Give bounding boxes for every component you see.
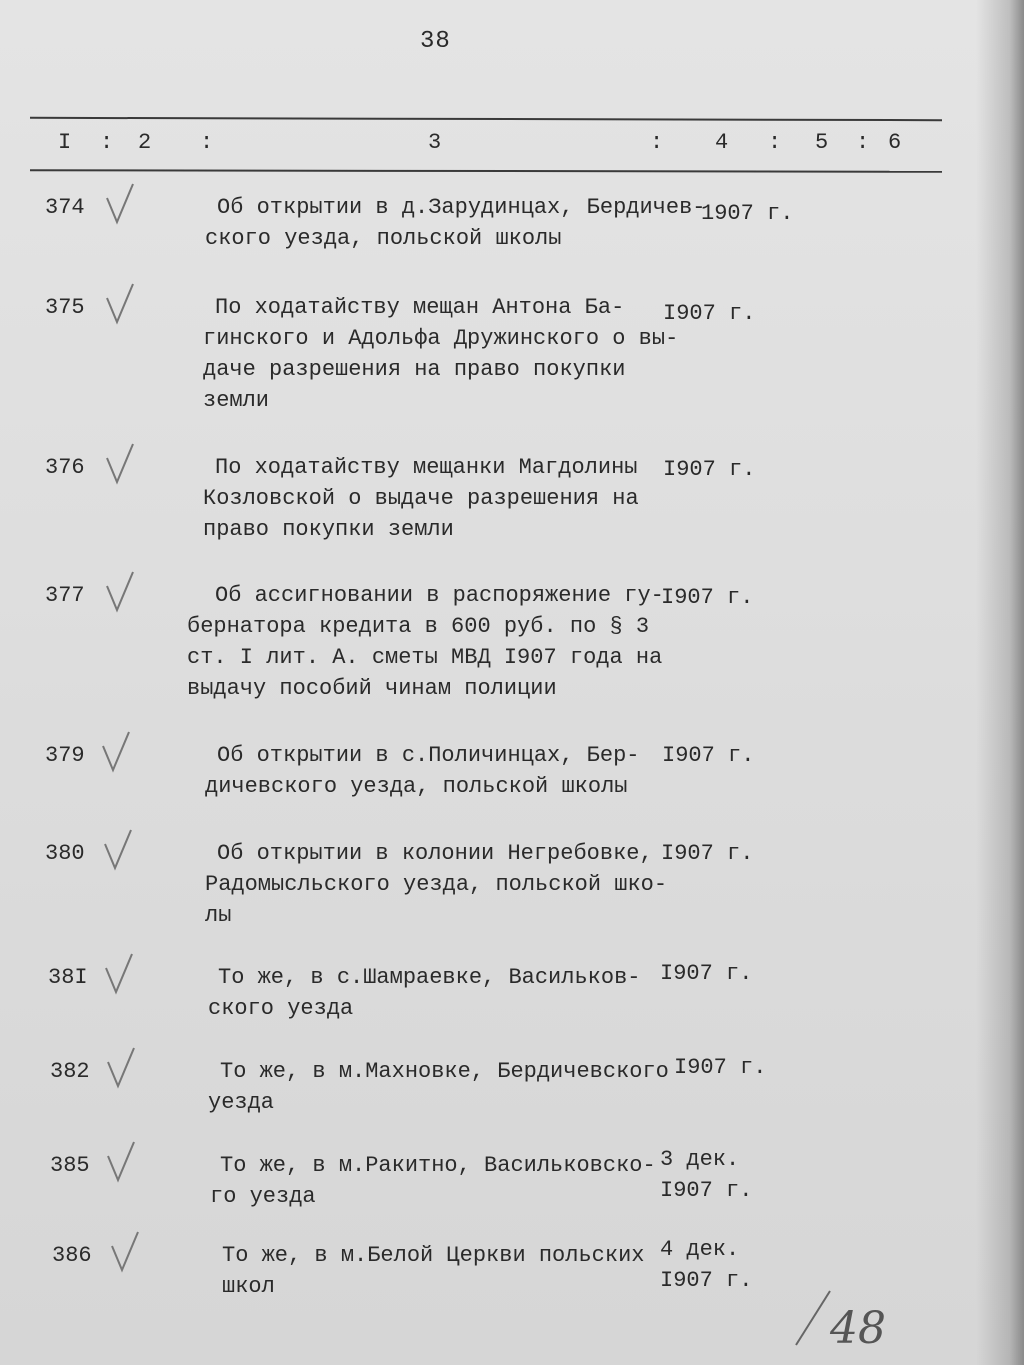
column-header-2: 2 xyxy=(138,130,152,155)
entry-title-line: уезда xyxy=(208,1090,275,1115)
entry-number: 379 xyxy=(45,743,85,768)
entry-title-line: По ходатайству мещанки Магдолины xyxy=(215,455,638,480)
entry-date: I907 г. xyxy=(662,743,755,768)
entry-date: I907 г. xyxy=(661,585,754,610)
checkmark-icon xyxy=(104,1138,138,1184)
entry-title-line: Об открытии в с.Поличинцах, Бер- xyxy=(217,743,640,768)
header-rule-top xyxy=(30,117,942,121)
entry-date: I907 г. xyxy=(661,841,754,866)
checkmark-icon xyxy=(101,826,135,872)
entry-title-line: земли xyxy=(203,388,270,413)
entry-number: 377 xyxy=(45,583,85,608)
entry-number: 376 xyxy=(45,455,85,480)
entry-number: 38I xyxy=(48,965,88,990)
entry-date: I907 г. xyxy=(660,1178,753,1203)
entry-date: I907 г. xyxy=(663,457,756,482)
entry-title-line: Об открытии в д.Зарудинцах, Бердичев- xyxy=(217,195,706,220)
checkmark-icon xyxy=(103,180,137,226)
checkmark-icon xyxy=(102,950,136,996)
checkmark-icon xyxy=(103,280,137,326)
column-separator: : xyxy=(100,130,114,155)
column-header-5: 5 xyxy=(815,130,829,155)
page-edge-shadow xyxy=(976,0,1024,1365)
handwritten-sheet-mark xyxy=(790,1285,900,1355)
column-header-6: 6 xyxy=(888,130,902,155)
entry-number: 375 xyxy=(45,295,85,320)
entry-date: I907 г. xyxy=(660,1268,753,1293)
entry-title-line: Радомысльского уезда, польской шко- xyxy=(205,872,668,897)
entry-title-line: выдачу пособий чинам полиции xyxy=(187,676,557,701)
checkmark-icon xyxy=(103,440,137,486)
column-header-1: I xyxy=(58,130,72,155)
column-separator: : xyxy=(768,130,782,155)
entry-date: 4 дек. xyxy=(660,1237,740,1262)
entry-title-line: ст. I лит. А. сметы МВД I907 года на xyxy=(187,645,663,670)
entry-title-line: го уезда xyxy=(210,1184,316,1209)
entry-title-line: То же, в м.Махновке, Бердичевского xyxy=(220,1059,669,1084)
entry-date: I907 г. xyxy=(663,301,756,326)
entry-date: I907 г. xyxy=(660,961,753,986)
entry-date: 3 дек. xyxy=(660,1147,740,1172)
column-header-3: 3 xyxy=(428,130,442,155)
entry-title-line: Об ассигновании в распоряжение гу- xyxy=(215,583,664,608)
checkmark-icon xyxy=(103,568,137,614)
header-rule-bottom xyxy=(30,169,942,173)
entry-number: 385 xyxy=(50,1153,90,1178)
entry-title-line: право покупки земли xyxy=(203,517,454,542)
entry-title-line: дичевского уезда, польской школы xyxy=(205,774,628,799)
entry-title-line: По ходатайству мещан Антона Ба- xyxy=(215,295,625,320)
entry-title-line: То же, в м.Белой Церкви польских xyxy=(222,1243,645,1268)
entry-title-line: ского уезда xyxy=(208,996,354,1021)
entry-date: 1907 г. xyxy=(701,201,794,226)
entry-title-line: ского уезда, польской школы xyxy=(205,226,562,251)
column-separator: : xyxy=(650,130,664,155)
entry-title-line: школ xyxy=(222,1274,275,1299)
entry-title-line: даче разрешения на право покупки xyxy=(203,357,626,382)
entry-title-line: То же, в с.Шамраевке, Васильков- xyxy=(218,965,641,990)
entry-title-line: лы xyxy=(205,903,232,928)
entry-title-line: Козловской о выдаче разрешения на xyxy=(203,486,639,511)
column-header-4: 4 xyxy=(715,130,729,155)
entry-number: 382 xyxy=(50,1059,90,1084)
entry-number: 380 xyxy=(45,841,85,866)
entry-date: I907 г. xyxy=(674,1055,767,1080)
column-separator: : xyxy=(856,130,870,155)
entry-title-line: бернатора кредита в 600 руб. по § 3 xyxy=(187,614,650,639)
entry-title-line: То же, в м.Ракитно, Васильковско- xyxy=(220,1153,656,1178)
entry-number: 386 xyxy=(52,1243,92,1268)
column-separator: : xyxy=(200,130,214,155)
entry-title-line: гинского и Адольфа Дружинского о вы- xyxy=(203,326,679,351)
checkmark-icon xyxy=(108,1228,142,1274)
sheet-mark-text: 48 xyxy=(830,1303,886,1354)
checkmark-icon xyxy=(104,1044,138,1090)
entry-number: 374 xyxy=(45,195,85,220)
checkmark-icon xyxy=(99,728,133,774)
entry-title-line: Об открытии в колонии Негребовке, xyxy=(217,841,653,866)
page-number: 38 xyxy=(420,28,451,55)
